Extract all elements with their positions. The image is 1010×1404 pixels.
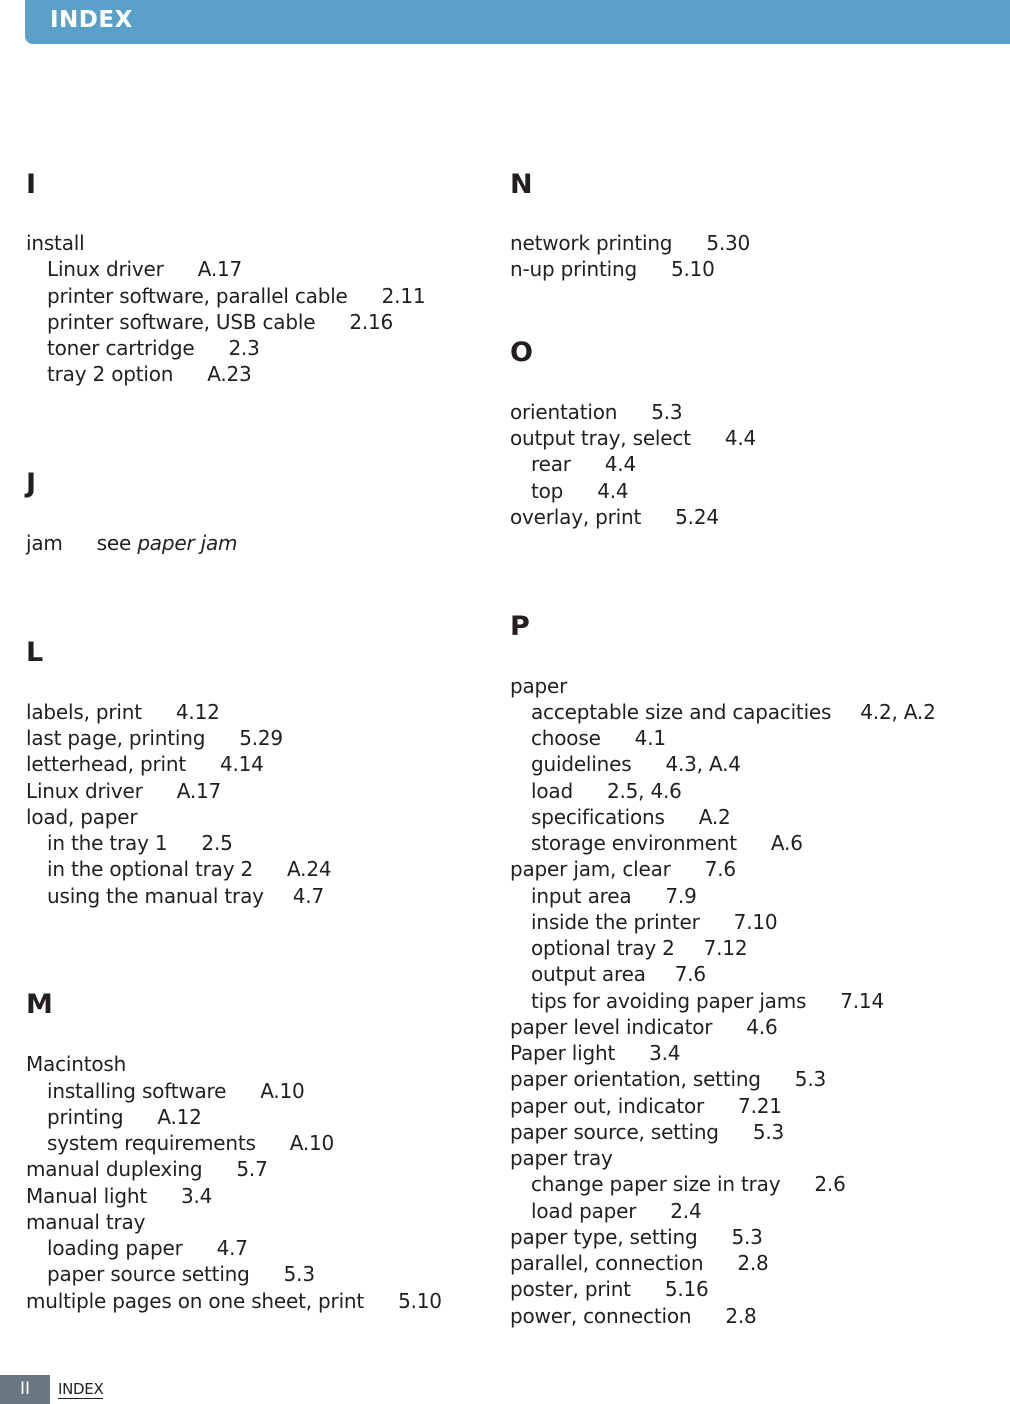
index-term: parallel, connection [510, 1251, 704, 1275]
index-entry [26, 1288, 442, 1314]
page-ref: 2.3 [228, 336, 260, 360]
page-ref: 5.3 [283, 1262, 315, 1286]
page-ref: 2.5 [201, 831, 233, 855]
index-term: overlay, print [510, 505, 642, 529]
page-ref: 4.4 [604, 452, 636, 476]
see-label: see [96, 531, 132, 555]
index-subentry [26, 361, 252, 387]
index-subentry [510, 883, 697, 909]
index-term: load, paper [26, 805, 138, 829]
page-ref: 4.3, A.4 [665, 752, 741, 776]
page-ref: 2.6 [814, 1172, 846, 1196]
index-subentry [26, 1235, 248, 1261]
index-subentry [510, 961, 706, 987]
page-ref: 5.29 [239, 726, 283, 750]
page-ref: 5.30 [706, 231, 751, 255]
page-ref: 2.4 [670, 1199, 702, 1223]
index-term: manual duplexing [26, 1157, 203, 1181]
index-subentry [26, 256, 242, 282]
index-entry [510, 1066, 826, 1092]
index-entry [510, 1040, 680, 1066]
index-term: choose [531, 726, 601, 750]
section-letter-n: N [510, 169, 533, 200]
page-ref: 7.9 [665, 884, 697, 908]
page-ref: 4.7 [216, 1236, 248, 1260]
section-letter-p: P [510, 611, 530, 642]
section-letter-l: L [26, 637, 44, 668]
page-ref: 3.4 [649, 1041, 681, 1065]
page-ref: 3.4 [180, 1184, 213, 1208]
index-term: paper [510, 674, 568, 698]
section-letter-j: J [26, 468, 37, 499]
page-ref: 7.12 [703, 936, 748, 960]
page-ref: 2.8 [737, 1251, 769, 1275]
index-term: jam [26, 531, 63, 555]
page-ref: 4.6 [746, 1015, 778, 1039]
index-entry [510, 1224, 763, 1250]
index-subentry [510, 909, 777, 935]
index-term: printer software, parallel cable [47, 284, 348, 308]
see-target: paper jam [137, 531, 238, 555]
index-term: Manual light [26, 1184, 147, 1208]
index-term: paper level indicator [510, 1015, 713, 1039]
index-term: output area [531, 962, 646, 986]
index-subentry [26, 1261, 315, 1287]
index-term: manual tray [26, 1210, 146, 1234]
page-ref: 5.3 [752, 1120, 785, 1144]
index-entry [510, 673, 567, 699]
index-term: last page, printing [26, 726, 206, 750]
page-ref: 7.21 [738, 1094, 782, 1118]
page-ref: 4.7 [292, 884, 324, 908]
index-term: load paper [531, 1199, 637, 1223]
index-term: optional tray 2 [531, 936, 675, 960]
index-entry [26, 1051, 126, 1077]
index-subentry [26, 1078, 305, 1104]
index-term: tips for avoiding paper jams [531, 989, 807, 1013]
page-ref: 4.12 [175, 700, 220, 724]
index-term: toner cartridge [47, 336, 195, 360]
index-subentry [510, 1171, 846, 1197]
page-ref: A.17 [197, 257, 243, 281]
index-entry [510, 1119, 784, 1145]
index-term: acceptable size and capacities [531, 700, 832, 724]
index-term: top [531, 479, 564, 503]
index-subentry [26, 309, 393, 335]
page-ref: 5.3 [731, 1225, 763, 1249]
index-subentry [510, 451, 636, 477]
header-title: INDEX [50, 7, 133, 33]
page-ref: 4.4 [724, 426, 757, 450]
index-term: install [26, 231, 85, 255]
index-subentry [26, 830, 233, 856]
index-entry [26, 699, 220, 725]
page-ref: 5.24 [675, 505, 719, 529]
page-ref: 7.6 [674, 962, 706, 986]
header-bar [25, 0, 1010, 44]
page-ref: 7.6 [704, 857, 736, 881]
section-letter-i: I [26, 169, 37, 200]
index-term: loading paper [47, 1236, 183, 1260]
index-subentry [26, 283, 425, 309]
index-term: letterhead, print [26, 752, 186, 776]
index-entry [26, 1209, 145, 1235]
section-letter-o: O [510, 337, 533, 368]
index-term: rear [531, 452, 571, 476]
index-term: input area [531, 884, 632, 908]
index-term: specifications [531, 805, 665, 829]
index-entry [26, 230, 84, 256]
index-entry [26, 778, 221, 804]
page-ref: A.2 [698, 805, 731, 829]
page-ref: A.17 [176, 779, 222, 803]
page-ref: 5.16 [664, 1277, 709, 1301]
index-entry [510, 230, 750, 256]
page-ref: 2.5, 4.6 [606, 779, 682, 803]
index-term: power, connection [510, 1304, 692, 1328]
index-term: guidelines [531, 752, 632, 776]
index-term: Paper light [510, 1041, 616, 1065]
index-entry [26, 725, 283, 751]
index-term: n-up printing [510, 257, 637, 281]
index-term: installing software [47, 1079, 227, 1103]
page-ref: A.10 [260, 1079, 305, 1103]
index-subentry [510, 804, 731, 830]
index-entry [26, 530, 237, 556]
index-subentry [510, 725, 666, 751]
index-subentry [510, 1198, 702, 1224]
index-term: paper out, indicator [510, 1094, 705, 1118]
index-term: poster, print [510, 1277, 631, 1301]
index-term: Macintosh [26, 1052, 127, 1076]
index-subentry [26, 883, 324, 909]
page-ref: 2.16 [349, 310, 394, 334]
index-term: load [531, 779, 573, 803]
index-entry [510, 399, 682, 425]
page-ref: 4.2, A.2 [860, 700, 936, 724]
page-ref: A.12 [157, 1105, 202, 1129]
index-subentry [510, 699, 936, 725]
index-entry [26, 1156, 268, 1182]
index-subentry [510, 830, 803, 856]
index-entry [26, 1183, 212, 1209]
index-term: in the optional tray 2 [47, 857, 254, 881]
footer-page-number: II [19, 1379, 31, 1399]
index-term: printer software, USB cable [47, 310, 316, 334]
index-entry [26, 804, 137, 830]
index-term: using the manual tray [47, 884, 264, 908]
index-term: paper orientation, setting [510, 1067, 761, 1091]
index-subentry [510, 478, 628, 504]
index-subentry [510, 988, 884, 1014]
index-entry [26, 751, 264, 777]
index-entry [510, 1276, 709, 1302]
page-ref: A.23 [207, 362, 252, 386]
index-entry [510, 425, 756, 451]
page-ref: A.10 [289, 1131, 335, 1155]
index-entry [510, 1303, 757, 1329]
footer-section-label: INDEX [58, 1380, 104, 1398]
page-ref: 4.1 [634, 726, 666, 750]
index-term: Linux driver [47, 257, 164, 281]
index-term: system requirements [47, 1131, 256, 1155]
index-subentry [510, 751, 741, 777]
page-ref: 7.10 [733, 910, 778, 934]
page-ref: A.6 [770, 831, 803, 855]
index-term: inside the printer [531, 910, 700, 934]
index-subentry [26, 1130, 334, 1156]
index-term: paper tray [510, 1146, 613, 1170]
index-term: storage environment [531, 831, 737, 855]
page-ref: 5.10 [670, 257, 715, 281]
index-term: paper source setting [47, 1262, 250, 1286]
index-term: multiple pages on one sheet, print [26, 1289, 365, 1313]
page-ref: 5.3 [651, 400, 683, 424]
index-term: paper jam, clear [510, 857, 671, 881]
index-entry [510, 504, 719, 530]
index-term: output tray, select [510, 426, 691, 450]
index-entry [510, 1014, 778, 1040]
page-ref: 7.14 [840, 989, 884, 1013]
index-term: labels, print [26, 700, 142, 724]
page-ref: A.24 [287, 857, 332, 881]
index-entry [510, 1093, 782, 1119]
index-term: printing [47, 1105, 124, 1129]
index-term: Linux driver [26, 779, 143, 803]
page-ref: 4.4 [597, 479, 629, 503]
index-subentry [510, 778, 682, 804]
index-term: orientation [510, 400, 618, 424]
index-term: network printing [510, 231, 673, 255]
index-entry [510, 1250, 769, 1276]
section-letter-m: M [26, 989, 53, 1020]
index-entry [510, 256, 715, 282]
page-ref: 4.14 [219, 752, 264, 776]
index-subentry [26, 335, 260, 361]
page-ref: 5.10 [398, 1289, 442, 1313]
page-ref: 5.7 [236, 1157, 268, 1181]
index-term: tray 2 option [47, 362, 174, 386]
index-term: paper source, setting [510, 1120, 719, 1144]
index-subentry [510, 935, 747, 961]
index-entry [510, 1145, 613, 1171]
index-entry [510, 856, 736, 882]
index-term: paper type, setting [510, 1225, 698, 1249]
index-term: change paper size in tray [531, 1172, 781, 1196]
page-ref: 2.8 [725, 1304, 757, 1328]
page-ref: 5.3 [794, 1067, 827, 1091]
page-ref: 2.11 [381, 284, 426, 308]
index-term: in the tray 1 [47, 831, 168, 855]
index-subentry [26, 856, 331, 882]
index-subentry [26, 1104, 202, 1130]
